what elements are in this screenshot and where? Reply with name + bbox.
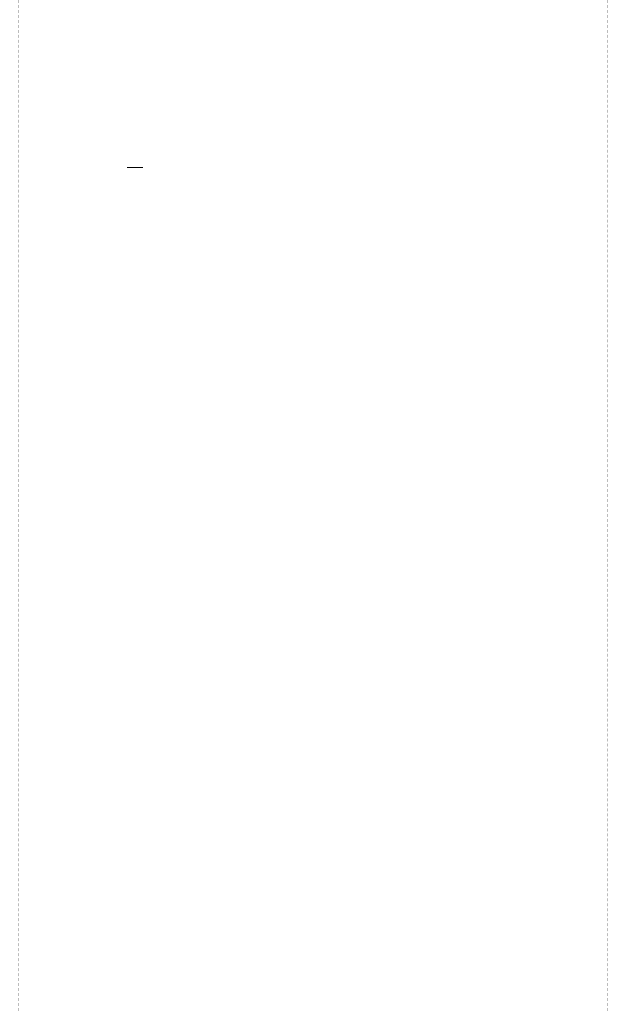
left-watermark-column: [0, 0, 20, 1011]
right-watermark-column: [606, 0, 626, 1011]
time-signature: [127, 166, 143, 169]
